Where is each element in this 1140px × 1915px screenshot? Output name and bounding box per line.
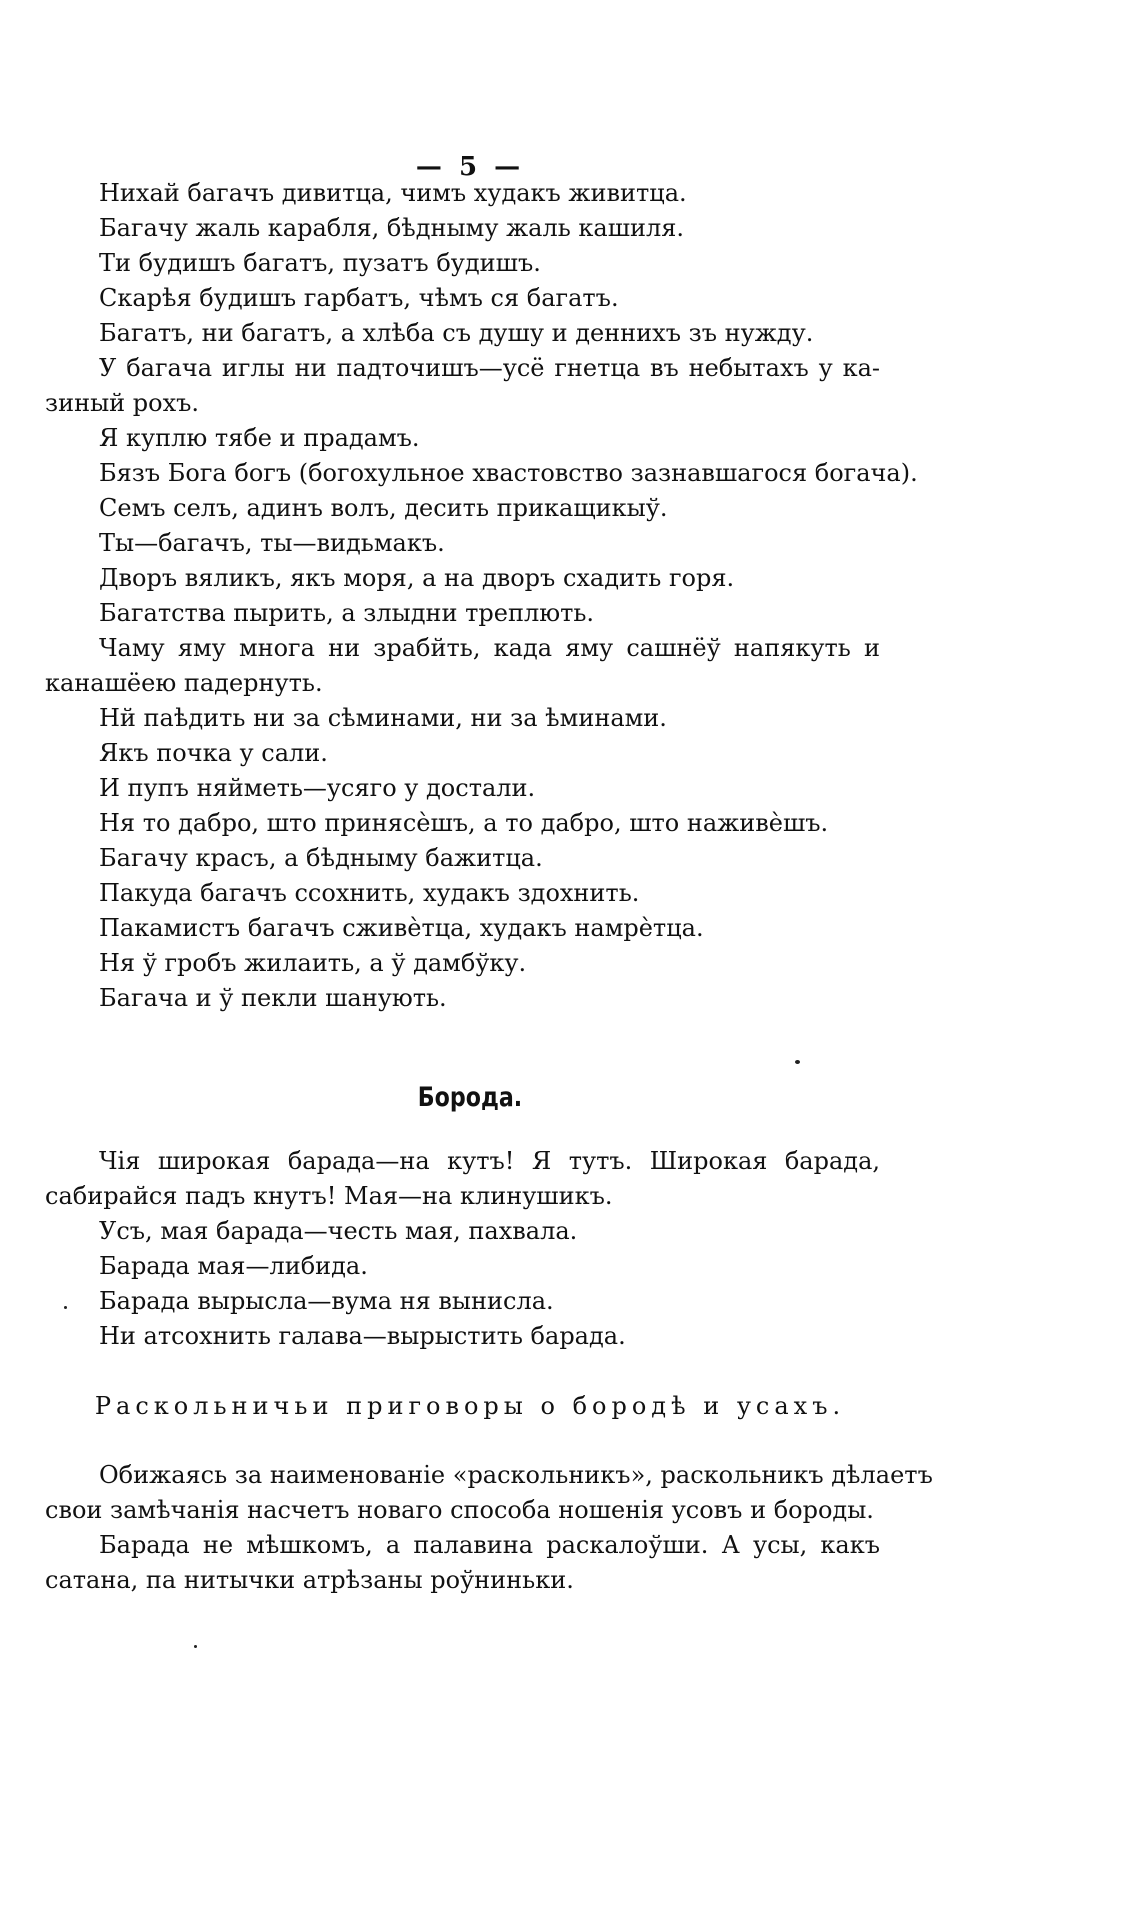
text-line: Якъ почка у сали. bbox=[99, 739, 328, 767]
text-paragraph bbox=[45, 1144, 880, 1214]
text-line: Барада не мѣшкомъ, а палавина раскалоўши. А усы, какъ bbox=[99, 1531, 880, 1559]
text-paragraph bbox=[45, 1528, 880, 1598]
text-line: Барада мая—либида. bbox=[99, 1252, 368, 1280]
text-line: Ня ў гробъ жилаить, а ў дамбўку. bbox=[99, 949, 527, 977]
text-line: Чаму яму многа ни зрабйть, када яму сашнёў напякуть и bbox=[99, 634, 880, 662]
text-line: Багачу жаль карабля, бѣдныму жаль кашиля. bbox=[99, 214, 685, 242]
text-line: Барада вырысла—вума ня вынисла. bbox=[99, 1287, 554, 1315]
text-paragraph bbox=[45, 631, 880, 701]
ink-speck bbox=[194, 1645, 197, 1648]
text-line: Багачу красъ, а бѣдныму бажитца. bbox=[99, 844, 543, 872]
text-line: сабирайся падъ кнутъ! Мая—на клинушикъ. bbox=[45, 1182, 613, 1210]
text-line: зиный рохъ. bbox=[45, 389, 200, 417]
text-line: У багача иглы ни падточишъ—усё гнетца въ небытахъ у ка- bbox=[99, 354, 880, 382]
text-line: Багатъ, ни багатъ, а хлѣба съ душу и деннихъ зъ нужду. bbox=[99, 319, 814, 347]
text-line: Ни атсохнить галава—вырыстить барада. bbox=[99, 1322, 626, 1350]
text-line: Нихай багачъ дивитца, чимъ худакъ живитца. bbox=[99, 179, 687, 207]
raskol-text bbox=[45, 1458, 933, 1598]
section-heading-boroda: Борода. bbox=[417, 1082, 523, 1113]
text-line: Скарѣя будишъ гарбатъ, чѣмъ ся багатъ. bbox=[99, 284, 619, 312]
text-line: Обижаясь за наименованіе «раскольникъ», раскольникъ дѣлаетъ bbox=[99, 1461, 933, 1489]
text-paragraph bbox=[45, 351, 880, 421]
text-line: Багача и ў пекли шанують. bbox=[99, 984, 447, 1012]
text-line: Бязъ Бога богъ (богохульное хвастовство зазнавшагося богача). bbox=[99, 459, 918, 487]
text-line: Багатства пырить, а злыдни треплють. bbox=[99, 599, 595, 627]
text-line: Пакамистъ багачъ сживѐтца, худакъ намрѐтца. bbox=[99, 914, 704, 942]
text-line: Дворъ вяликъ, якъ моря, а на дворъ схадить горя. bbox=[99, 564, 735, 592]
text-line: Ты—багачъ, ты—видьмакъ. bbox=[99, 529, 445, 557]
text-line: Нй паѣдить ни за сѣминами, ни за ѣминами. bbox=[99, 704, 667, 732]
proverbs-rich bbox=[45, 176, 918, 1016]
ink-speck bbox=[64, 1306, 67, 1309]
text-line: И пупъ няйметь—усяго у достали. bbox=[99, 774, 536, 802]
text-line: канашёею падернуть. bbox=[45, 669, 323, 697]
text-line: Пакуда багачъ ссохнить, худакъ здохнить. bbox=[99, 879, 640, 907]
text-paragraph bbox=[45, 1458, 933, 1528]
text-line: Ня то дабро, што принясѐшъ, а то дабро, што наживѐшъ. bbox=[99, 809, 829, 837]
section-heading-raskol: Раскольничьи приговоры о бородѣ и усахъ. bbox=[94, 1392, 846, 1420]
page-number: — 5 — bbox=[415, 152, 525, 182]
text-line: Усъ, мая барада—честь мая, пахвала. bbox=[99, 1217, 578, 1245]
text-line: Ти будишъ багатъ, пузатъ будишъ. bbox=[99, 249, 541, 277]
text-line: Чія широкая барада—на кутъ! Я тутъ. Широкая барада, bbox=[99, 1147, 880, 1175]
text-line: свои замѣчанія насчетъ новаго способа ношенія усовъ и бороды. bbox=[45, 1496, 874, 1524]
proverbs-beard bbox=[45, 1144, 880, 1354]
text-line: Я куплю тябе и прадамъ. bbox=[99, 424, 420, 452]
ink-speck bbox=[795, 1060, 800, 1064]
text-line: сатана, па нитычки атрѣзаны роўниньки. bbox=[45, 1566, 574, 1594]
text-line: Семъ селъ, адинъ волъ, десить прикащикыў. bbox=[99, 494, 668, 522]
